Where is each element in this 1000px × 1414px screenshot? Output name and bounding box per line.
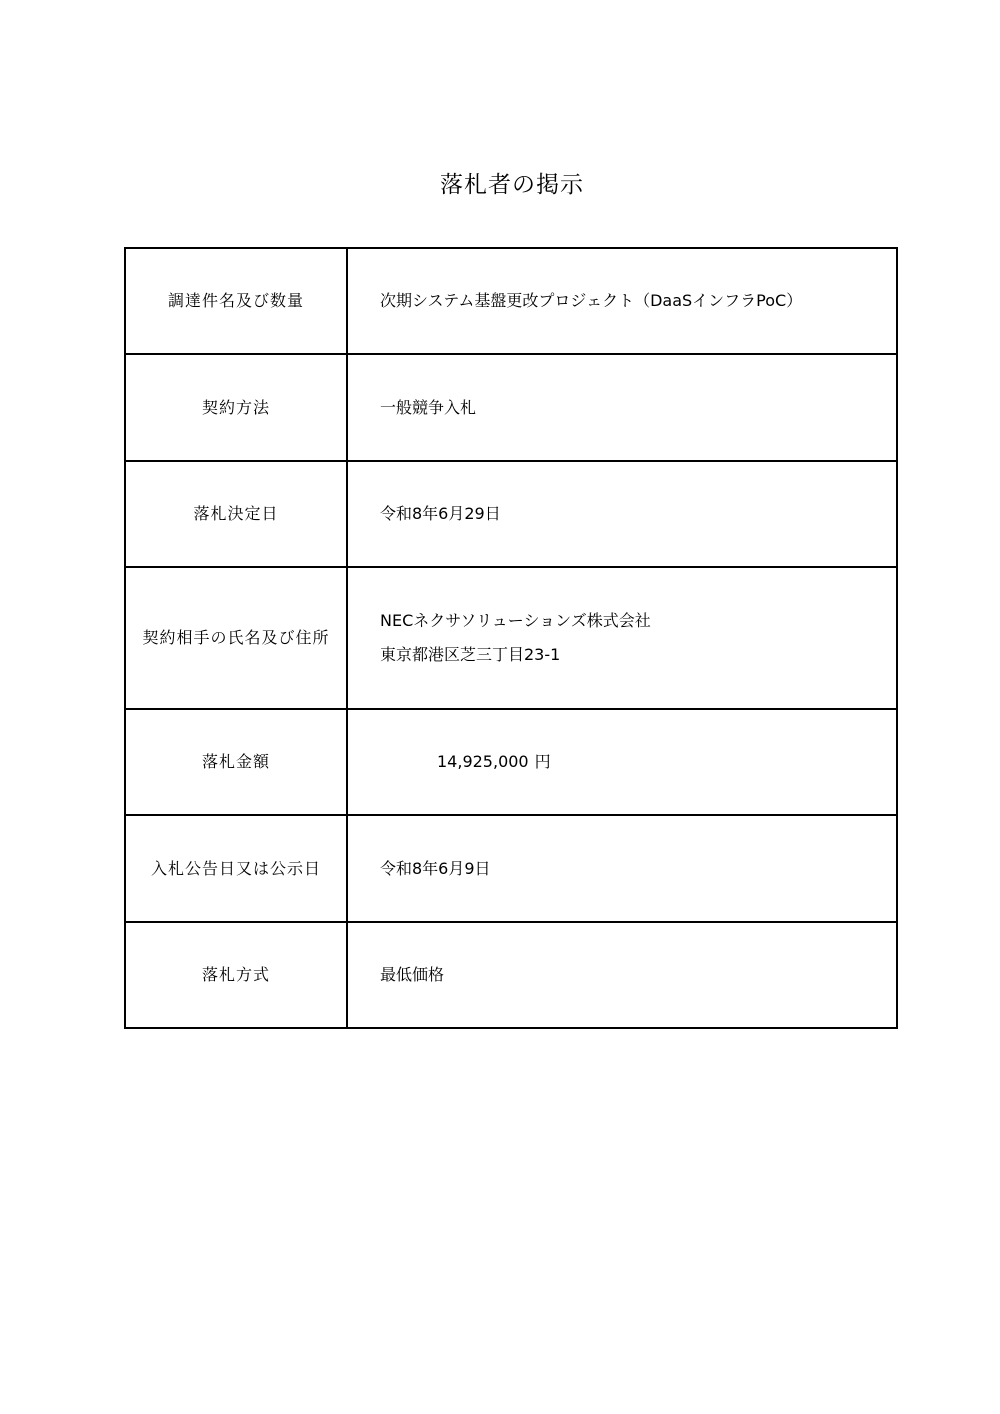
table-row-award-method [125,922,897,1028]
award-date-label: 落札決定日 [125,461,347,567]
award-amount-number: 14,925,000 [437,752,529,771]
table-row-award-amount [125,709,897,815]
notice-date-value: 令和8年6月9日 [347,815,897,922]
award-notice-table [124,247,898,1029]
award-method-value: 最低価格 [347,922,897,1028]
contractor-address: 東京都港区芝三丁目23-1 [380,645,561,664]
page-title: 落札者の掲示 [440,172,584,198]
contract-method-label: 契約方法 [125,354,347,461]
award-amount-unit: 円 [534,752,551,771]
table-row-notice-date [125,815,897,922]
award-amount-value [347,709,897,815]
table-row-award-date [125,461,897,567]
award-method-label: 落札方式 [125,922,347,1028]
table-row-contract-method [125,354,897,461]
contract-method-value: 一般競争入札 [347,354,897,461]
table-row-contractor [125,567,897,709]
contractor-label: 契約相手の氏名及び住所 [125,567,347,709]
table-row-procurement [125,248,897,354]
contractor-value [347,567,897,709]
award-date-value: 令和8年6月29日 [347,461,897,567]
notice-date-label: 入札公告日又は公示日 [125,815,347,922]
award-amount-label: 落札金額 [125,709,347,815]
procurement-value: 次期システム基盤更改プロジェクト（DaaSインフラPoC） [347,248,897,354]
procurement-label: 調達件名及び数量 [125,248,347,354]
contractor-name: NECネクサソリューションズ株式会社 [380,611,651,630]
